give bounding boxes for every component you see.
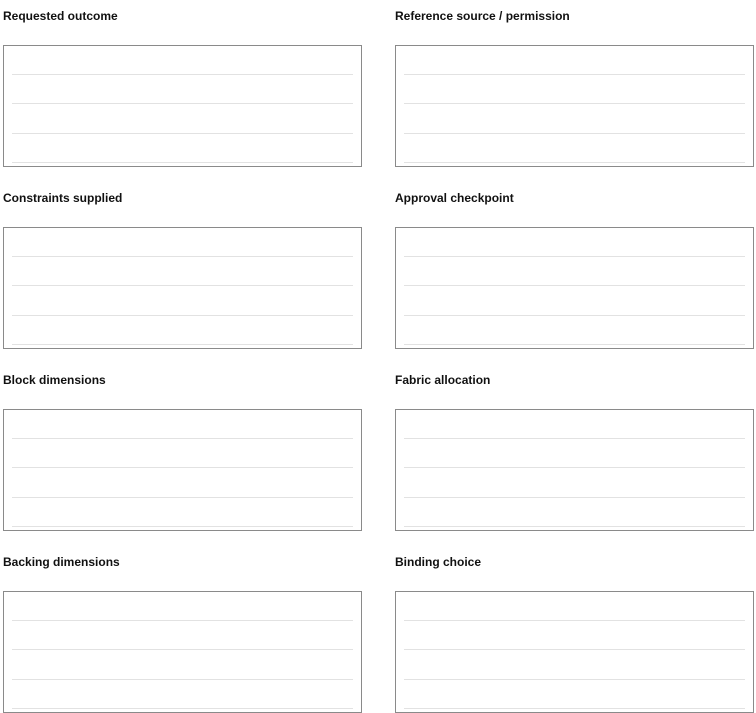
writing-line bbox=[404, 649, 745, 650]
section-backing-dimensions bbox=[3, 546, 362, 713]
section-block-dimensions bbox=[3, 364, 362, 531]
section-title: Fabric allocation bbox=[395, 373, 491, 387]
section-fabric-allocation bbox=[395, 364, 754, 531]
section-requested-outcome bbox=[3, 0, 362, 167]
block-dimensions-field[interactable] bbox=[3, 409, 362, 531]
writing-line bbox=[12, 467, 353, 468]
section-title: Requested outcome bbox=[3, 9, 118, 23]
writing-line bbox=[12, 315, 353, 316]
writing-line bbox=[404, 679, 745, 680]
writing-line bbox=[12, 708, 353, 709]
section-binding-choice bbox=[395, 546, 754, 713]
writing-line bbox=[12, 620, 353, 621]
section-approval-checkpoint bbox=[395, 182, 754, 349]
writing-line bbox=[12, 162, 353, 163]
writing-line bbox=[404, 467, 745, 468]
writing-line bbox=[12, 526, 353, 527]
writing-line bbox=[404, 285, 745, 286]
section-title: Backing dimensions bbox=[3, 555, 120, 569]
writing-line bbox=[12, 133, 353, 134]
writing-line bbox=[12, 649, 353, 650]
requested-outcome-field[interactable] bbox=[3, 45, 362, 167]
writing-line bbox=[404, 162, 745, 163]
writing-line bbox=[12, 344, 353, 345]
writing-line bbox=[12, 679, 353, 680]
section-title: Reference source / permission bbox=[395, 9, 570, 23]
writing-line bbox=[404, 526, 745, 527]
section-title: Approval checkpoint bbox=[395, 191, 514, 205]
section-reference-source bbox=[395, 0, 754, 167]
constraints-supplied-field[interactable] bbox=[3, 227, 362, 349]
reference-source-field[interactable] bbox=[395, 45, 754, 167]
writing-line bbox=[404, 133, 745, 134]
writing-line bbox=[404, 315, 745, 316]
writing-line bbox=[404, 497, 745, 498]
section-title: Binding choice bbox=[395, 555, 482, 569]
writing-line bbox=[404, 708, 745, 709]
writing-line bbox=[12, 103, 353, 104]
writing-line bbox=[404, 74, 745, 75]
writing-line bbox=[12, 74, 353, 75]
writing-line bbox=[404, 256, 745, 257]
writing-line bbox=[12, 285, 353, 286]
writing-line bbox=[404, 344, 745, 345]
writing-line bbox=[404, 620, 745, 621]
section-title: Block dimensions bbox=[3, 373, 106, 387]
writing-line bbox=[404, 103, 745, 104]
writing-line bbox=[12, 256, 353, 257]
binding-choice-field[interactable] bbox=[395, 591, 754, 713]
writing-line bbox=[404, 438, 745, 439]
form-grid bbox=[3, 0, 754, 713]
section-title: Constraints supplied bbox=[3, 191, 123, 205]
fabric-allocation-field[interactable] bbox=[395, 409, 754, 531]
section-constraints-supplied bbox=[3, 182, 362, 349]
writing-line bbox=[12, 438, 353, 439]
writing-line bbox=[12, 497, 353, 498]
backing-dimensions-field[interactable] bbox=[3, 591, 362, 713]
approval-checkpoint-field[interactable] bbox=[395, 227, 754, 349]
